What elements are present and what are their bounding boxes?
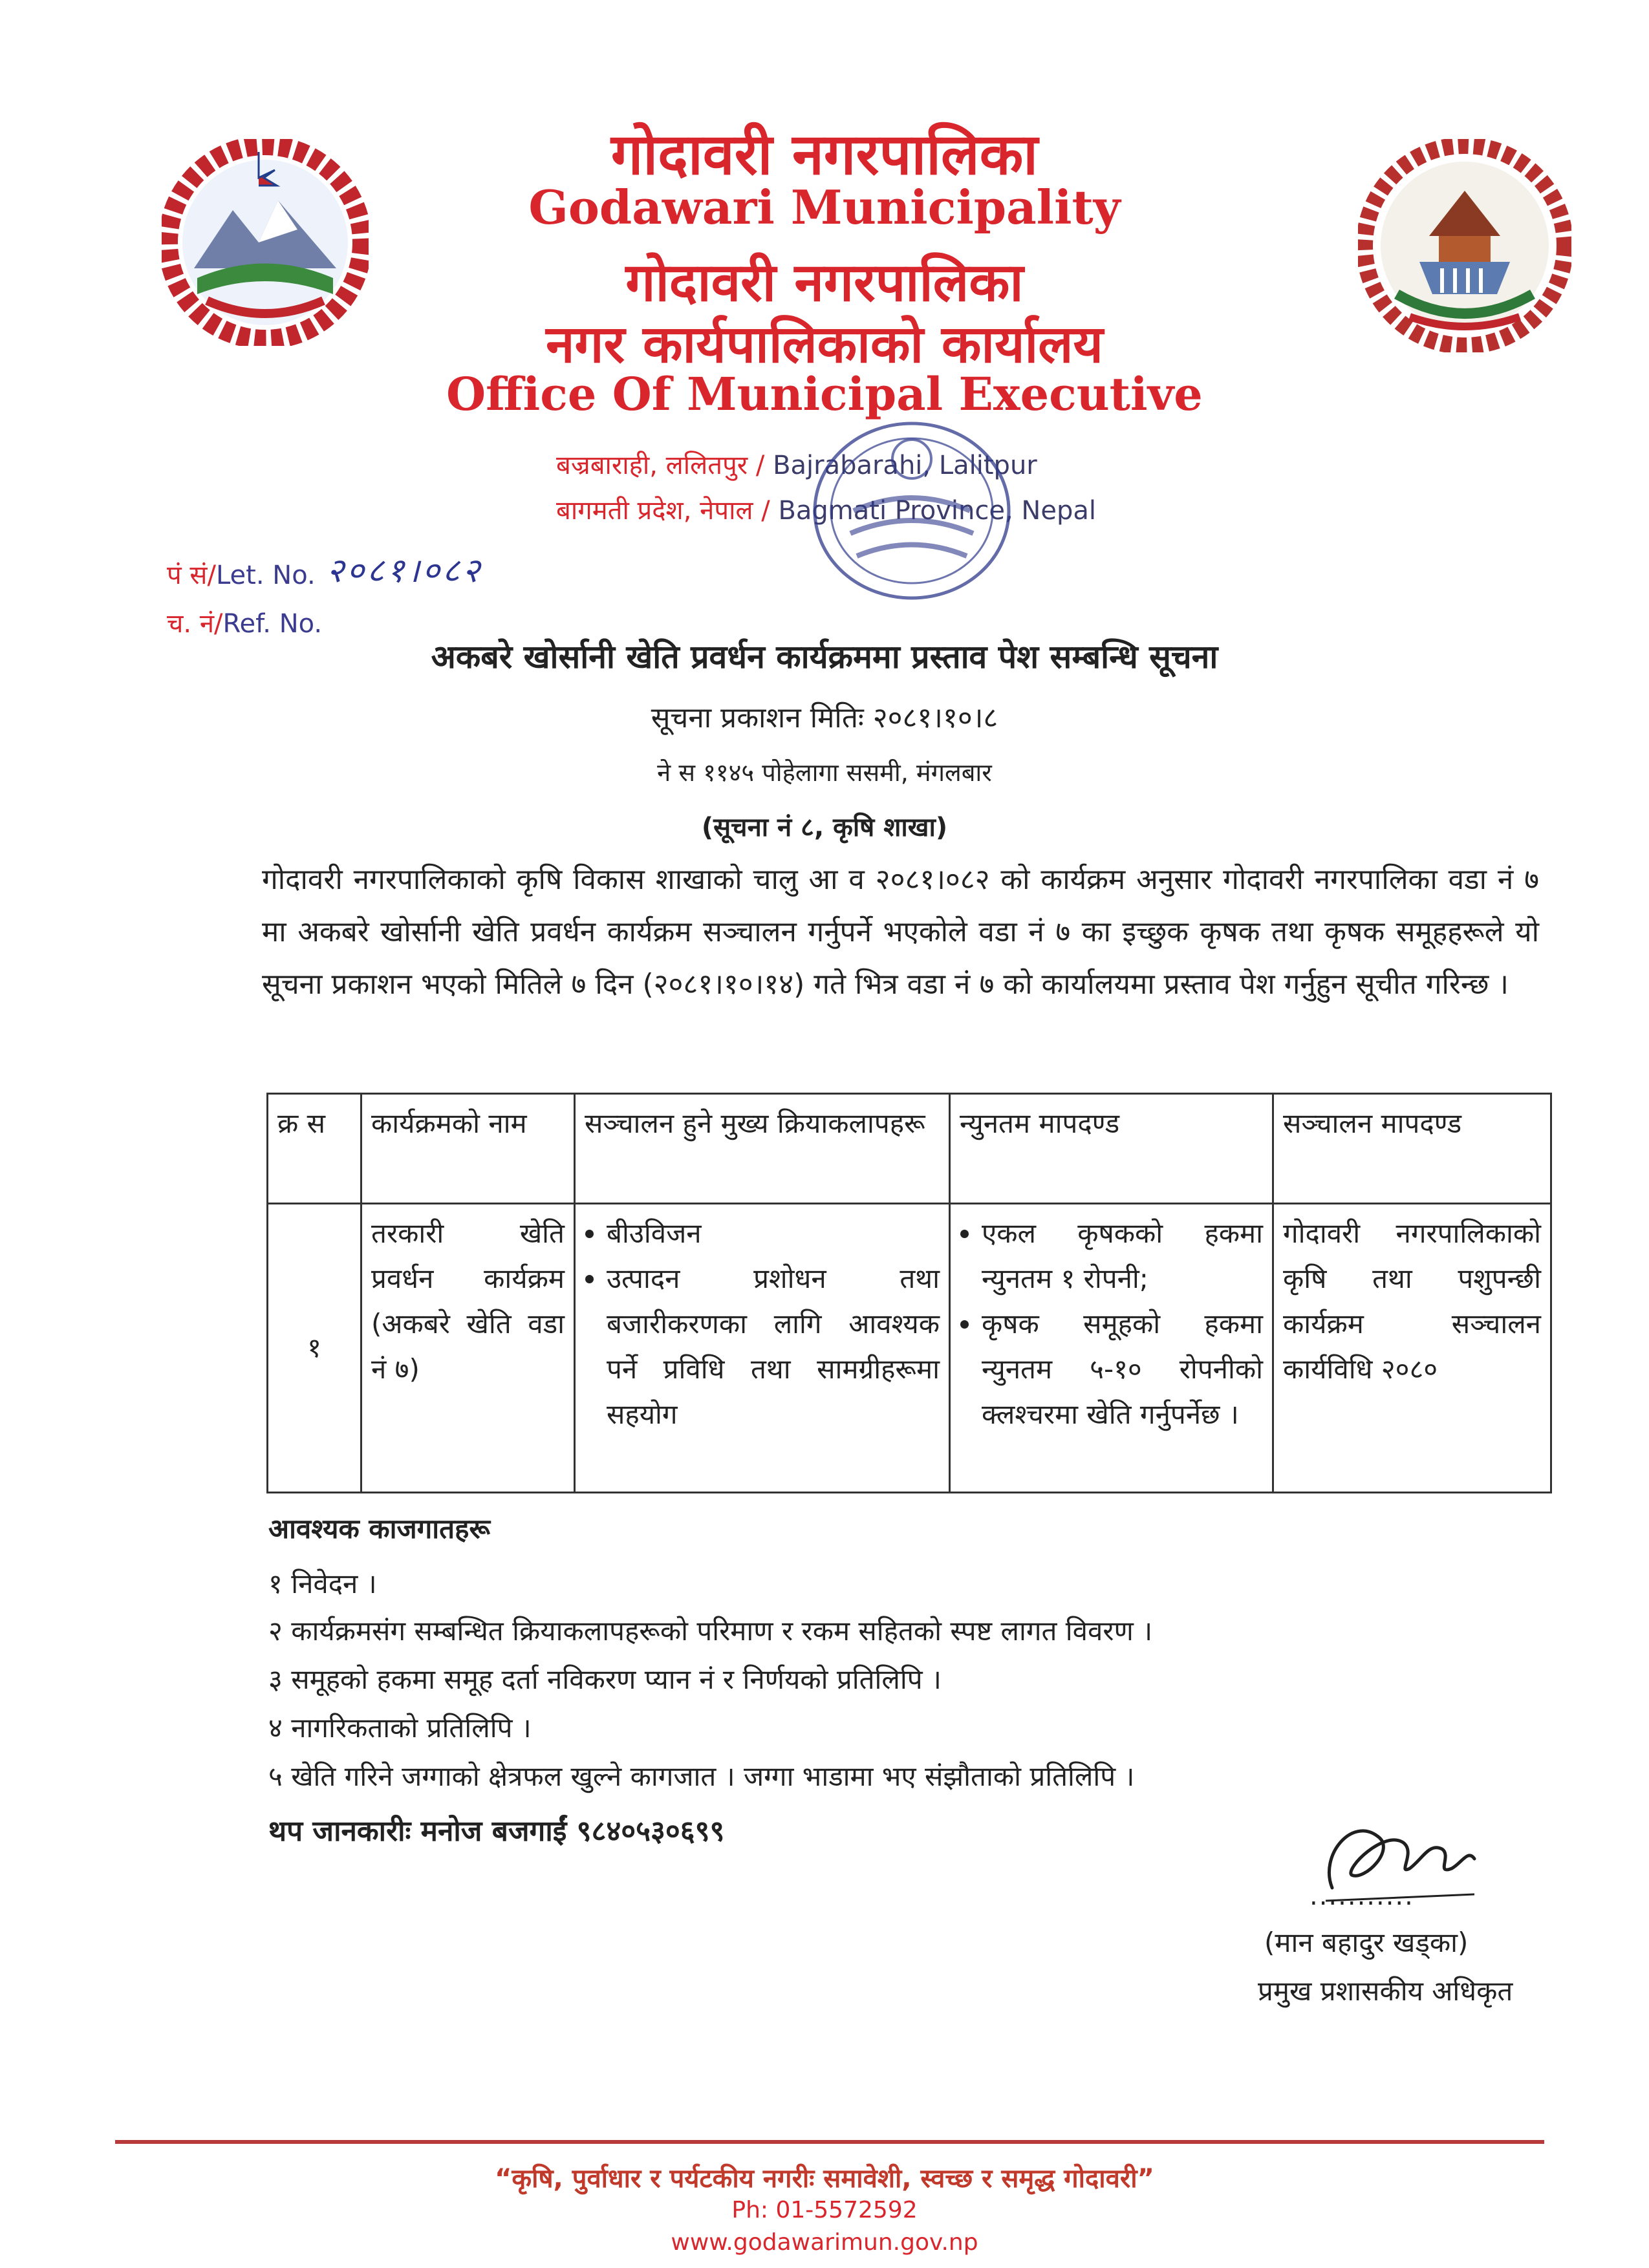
notice-title: अकबरे खोर्सानी खेति प्रवर्धन कार्यक्रममा प्रस्ताव पेश सम्बन्धि सूचना <box>431 638 1218 676</box>
notice-body: गोदावरी नगरपालिकाको कृषि विकास शाखाको चालु आ व २०८१।०८२ को कार्यक्रम अनुसार गोदावरी नगरपालिका वडा नं ७ मा अकबरे खोर्सानी खेति प्रवर्धन कार्यक्रम सञ्चालन गर्नुपर्ने भएकोले वडा नं ७ का इच्छुक कृषक तथा कृषक समूहहरूले यो सूचना प्रकाशन भएको मितिले ७ दिन (२०८१।१०।१४) गते भित्र वडा नं ७ को कार्यालयमा प्रस्ताव पेश गर्नुहुन सूचीत गरिन्छ । <box>262 863 1539 1001</box>
documents-heading: आवश्यक काजगातहरू <box>268 1513 491 1545</box>
ref-label-nepali: च. नं <box>167 609 215 639</box>
criteria-item: • एकल कृषकको हकमा न्युनतम १ रोपनी; <box>982 1211 1263 1301</box>
activity-item: • उत्पादन प्रशोधन तथा बजारीकरणका लागि आवश्यक पर्ने प्रविधि तथा सामग्रीहरूमा सहयोग <box>607 1256 940 1437</box>
table-header-row <box>268 1094 1551 1204</box>
signatory-name: (मान बहादुर खड्का) <box>1264 1927 1469 1958</box>
address-1-english: Bajrabarahi, Lalitpur <box>773 451 1037 480</box>
municipality-name-script: गोदावरी नगरपालिका <box>625 252 1024 314</box>
signature-line: ........... <box>1310 1881 1414 1911</box>
row-activities <box>575 1204 950 1493</box>
document-item: ५ खेति गरिने जग्गाको क्षेत्रफल खुल्ने कागजात । जग्गा भाडामा भए संझौताको प्रतिलिपि । <box>268 1760 1135 1792</box>
criteria-item: • कृषक समूहको हकमा न्युनतम ५-१० रोपनीको क्लश्चरमा खेति गर्नुपर्नेछ । <box>982 1301 1263 1437</box>
address-2-nepali: बागमती प्रदेश, नेपाल <box>556 496 753 526</box>
row-minimum-criteria <box>950 1204 1273 1493</box>
address-line-1: बज्रबाराही, ललितपुर / Bajrabarahi, Lalitpur <box>556 451 1037 480</box>
document-item: ४ नागरिकताको प्रतिलिपि । <box>268 1712 532 1744</box>
office-name-nepali: नगर कार्यपालिकाको कार्यालय <box>546 314 1103 374</box>
header-serial: क्र स <box>268 1094 361 1204</box>
letter-label-nepali: पं सं <box>167 561 208 590</box>
row-serial: १ <box>268 1204 361 1493</box>
table-row <box>268 1204 1551 1493</box>
document-item: २ कार्यक्रमसंग सम्बन्धित क्रियाकलापहरूको परिमाण र रकम सहितको स्पष्ट लागत विवरण । <box>268 1615 1153 1647</box>
office-name-english: Office Of Municipal Executive <box>446 367 1203 421</box>
header-minimum-criteria: न्युनतम मापदण्ड <box>950 1094 1273 1204</box>
header-program-name: कार्यक्रमको नाम <box>361 1094 575 1204</box>
row-program-name: तरकारी खेति प्रवर्धन कार्यक्रम (अकबरे खेति वडा नं ७) <box>361 1204 575 1493</box>
document-item: ३ समूहको हकमा समूह दर्ता नविकरण प्यान नं र निर्णयको प्रतिलिपि । <box>268 1664 942 1695</box>
letter-number-label: पं सं/Let. No. <box>167 561 316 590</box>
letter-number-value: २०८१।०८२ <box>327 551 482 590</box>
activity-item: • बीउविजन <box>607 1211 940 1256</box>
address-2-english: Bagmati Province, Nepal <box>778 496 1096 526</box>
reference-number-label: च. नं/Ref. No. <box>167 609 323 639</box>
footer-phone: Ph: 01-5572592 <box>731 2197 918 2223</box>
publish-date: सूचना प्रकाशन मितिः २०८१।१०।८ <box>651 701 998 734</box>
address-1-nepali: बज्रबाराही, ललितपुर <box>556 451 748 480</box>
footer-website: www.godawarimun.gov.np <box>671 2229 978 2256</box>
header-main-activities: सञ्चालन हुने मुख्य क्रियाकलापहरू <box>575 1094 950 1204</box>
program-table <box>266 1093 1552 1493</box>
row-operation-criteria: गोदावरी नगरपालिकाको कृषि तथा पशुपन्छी कार्यक्रम सञ्चालन कार्यविधि २०८० <box>1273 1204 1551 1493</box>
office-seal-stamp-icon <box>782 414 1054 621</box>
footer-slogan: “कृषि, पुर्वाधार र पर्यटकीय नगरीः समावेशी, स्वच्छ र समृद्ध गोदावरी” <box>495 2164 1154 2194</box>
letter-label-english: Let. No. <box>215 561 316 590</box>
municipality-name-english: Godawari Municipality <box>528 180 1121 235</box>
contact-info: थप जानकारीः मनोज बजगाईं ९८४०५३०६९९ <box>268 1815 725 1848</box>
notice-number: (सूचना नं ८, कृषि शाखा) <box>701 813 948 842</box>
municipality-name-nepali: गोदावरी नगरपालिका <box>610 121 1039 187</box>
signatory-title: प्रमुख प्रशासकीय अधिकृत <box>1258 1975 1513 2007</box>
header-operation-criteria: सञ्चालन मापदण्ड <box>1273 1094 1551 1204</box>
ref-label-english: Ref. No. <box>222 609 323 639</box>
document-item: १ निवेदन । <box>268 1568 377 1599</box>
address-line-2: बागमती प्रदेश, नेपाल / Bagmati Province, Nepal <box>556 496 1096 526</box>
nepal-sambat-date: ने स ११४५ पोहेलागा ससमी, मंगलबार <box>657 758 992 787</box>
footer-divider <box>115 2140 1544 2144</box>
